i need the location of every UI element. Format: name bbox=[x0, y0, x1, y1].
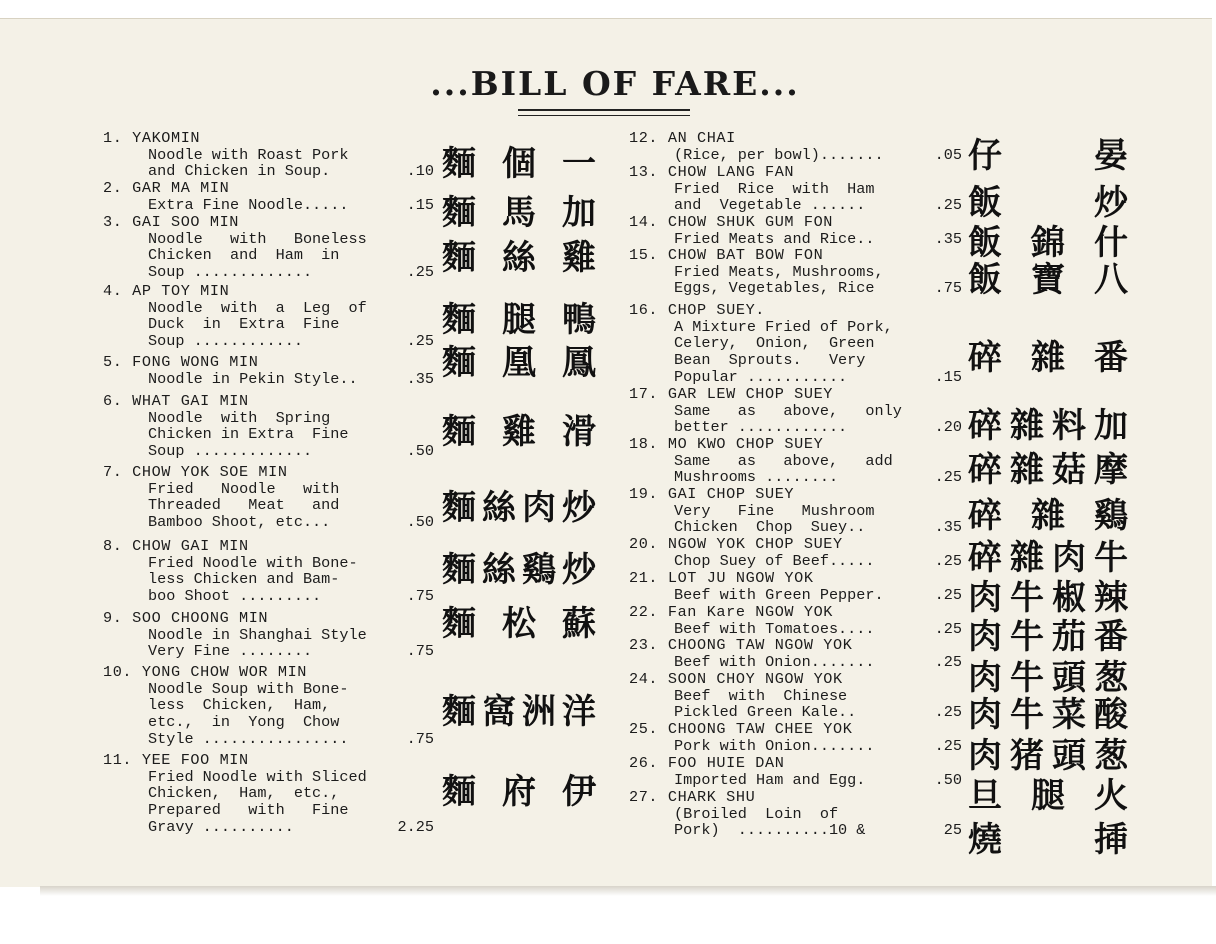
menu-item-price: .50 bbox=[406, 513, 434, 532]
menu-item-name: 25. CHOONG TAW CHEE YOK bbox=[629, 720, 853, 738]
menu-item-description: Chop Suey of Beef..... bbox=[674, 551, 875, 570]
menu-item-description: Chicken, Ham, etc., bbox=[148, 784, 340, 803]
menu-item-description: and Vegetable ...... bbox=[674, 196, 866, 215]
menu-item-price: .25 bbox=[934, 468, 962, 487]
menu-item-description: Gravy .......... bbox=[148, 817, 294, 836]
menu-item-description: Fried Noodle with Bone- bbox=[148, 553, 358, 572]
title-rule bbox=[518, 109, 690, 111]
menu-item-description: Imported Ham and Egg. bbox=[674, 770, 866, 789]
menu-item-chinese-name: 碎 雜 鷄 bbox=[968, 496, 1128, 536]
menu-item-price: .25 bbox=[934, 196, 962, 215]
menu-item-description: Noodle with Boneless bbox=[148, 229, 367, 248]
menu-item-description: etc., in Yong Chow bbox=[148, 713, 340, 732]
menu-item-name: 15. CHOW BAT BOW FON bbox=[629, 246, 824, 264]
menu-item-description: Celery, Onion, Green bbox=[674, 334, 875, 353]
menu-item-price: .05 bbox=[934, 145, 962, 164]
menu-item-description: Beef with Onion....... bbox=[674, 652, 875, 671]
menu-item-description: Beef with Chinese bbox=[674, 686, 848, 705]
menu-item-name: 20. NGOW YOK CHOP SUEY bbox=[629, 535, 843, 553]
menu-item-chinese-name: 麵 馬 加 bbox=[442, 193, 596, 233]
menu-item-price: .25 bbox=[934, 551, 962, 570]
menu-item-chinese-name: 麵 腿 鴨 bbox=[442, 300, 596, 340]
menu-item-name: 5. FONG WONG MIN bbox=[103, 353, 259, 371]
menu-item-chinese-name: 飯 炒 bbox=[968, 183, 1128, 223]
menu-item-description: Soup ............. bbox=[148, 442, 313, 461]
menu-item-chinese-name: 飯 錦 什 bbox=[968, 223, 1128, 263]
menu-item-name: 17. GAR LEW CHOP SUEY bbox=[629, 385, 833, 403]
menu-item-description: Popular ........... bbox=[674, 367, 848, 386]
menu-item-chinese-name: 肉牛椒辣 bbox=[968, 578, 1128, 618]
menu-item-name: 7. CHOW YOK SOE MIN bbox=[103, 463, 288, 481]
menu-item-description: Extra Fine Noodle..... bbox=[148, 195, 349, 214]
menu-item-chinese-name: 仔 晏 bbox=[968, 136, 1128, 176]
menu-item-name: 14. CHOW SHUK GUM FON bbox=[629, 213, 833, 231]
menu-item-chinese-name: 肉牛菜酸 bbox=[968, 695, 1128, 735]
menu-item-price: .75 bbox=[406, 729, 434, 748]
menu-item-price: .35 bbox=[934, 518, 962, 537]
menu-item-price: .15 bbox=[934, 367, 962, 386]
menu-item-price: .35 bbox=[934, 229, 962, 248]
menu-item-name: 9. SOO CHOONG MIN bbox=[103, 609, 269, 627]
menu-item-description: Bean Sprouts. Very bbox=[674, 351, 866, 370]
menu-item-description: Pickled Green Kale.. bbox=[674, 703, 857, 722]
menu-item-name: 1. YAKOMIN bbox=[103, 129, 201, 147]
menu-item-description: Style ................ bbox=[148, 729, 349, 748]
menu-item-name: 18. MO KWO CHOP SUEY bbox=[629, 435, 824, 453]
menu-item-description: Fried Noodle with bbox=[148, 479, 340, 498]
menu-item-price: 25 bbox=[943, 821, 962, 840]
menu-item-price: .75 bbox=[934, 279, 962, 298]
menu-item-name: 23. CHOONG TAW NGOW YOK bbox=[629, 636, 853, 654]
menu-item-price: .50 bbox=[934, 770, 962, 789]
menu-item-name: 10. YONG CHOW WOR MIN bbox=[103, 663, 307, 681]
menu-item-chinese-name: 麵絲鷄炒 bbox=[442, 550, 596, 590]
menu-item-chinese-name: 碎雜菇摩 bbox=[968, 450, 1128, 490]
menu-item-chinese-name: 燒 揷 bbox=[968, 820, 1128, 860]
menu-item-name: 27. CHARK SHU bbox=[629, 788, 756, 806]
menu-item-description: better ............ bbox=[674, 418, 848, 437]
menu-item-name: 4. AP TOY MIN bbox=[103, 282, 230, 300]
menu-item-price: .50 bbox=[406, 442, 434, 461]
menu-item-chinese-name: 碎 雜 番 bbox=[968, 338, 1128, 378]
menu-item-price: .75 bbox=[406, 642, 434, 661]
menu-item-chinese-name: 飯 寶 八 bbox=[968, 260, 1128, 300]
menu-item-description: less Chicken, Ham, bbox=[148, 696, 331, 715]
menu-item-name: 11. YEE FOO MIN bbox=[103, 751, 249, 769]
menu-item-description: Soup ............ bbox=[148, 332, 303, 351]
menu-item-price: .25 bbox=[934, 736, 962, 755]
menu-item-description: Same as above, add bbox=[674, 451, 893, 470]
menu-item-chinese-name: 麵 府 伊 bbox=[442, 772, 596, 812]
menu-item-chinese-name: 麵 松 蘇 bbox=[442, 604, 596, 644]
menu-item-name: 13. CHOW LANG FAN bbox=[629, 163, 795, 181]
menu-item-name: 22. Fan Kare NGOW YOK bbox=[629, 603, 833, 621]
menu-item-description: and Chicken in Soup. bbox=[148, 162, 331, 181]
menu-item-chinese-name: 麵窩洲洋 bbox=[442, 692, 596, 732]
menu-item-name: 26. FOO HUIE DAN bbox=[629, 754, 785, 772]
menu-item-chinese-name: 旦 腿 火 bbox=[968, 776, 1128, 816]
menu-item-price: .25 bbox=[934, 652, 962, 671]
menu-item-description: Chicken Chop Suey.. bbox=[674, 518, 866, 537]
menu-item-price: .25 bbox=[934, 585, 962, 604]
menu-item-price: .15 bbox=[406, 195, 434, 214]
menu-item-chinese-name: 碎雜料加 bbox=[968, 406, 1128, 446]
menu-item-chinese-name: 肉牛茄番 bbox=[968, 617, 1128, 657]
menu-item-description: Fried Noodle with Sliced bbox=[148, 767, 367, 786]
page-title: ...BILL OF FARE... bbox=[430, 64, 800, 103]
menu-item-description: Mushrooms ........ bbox=[674, 468, 839, 487]
menu-item-description: (Broiled Loin of bbox=[674, 804, 839, 823]
menu-item-price: 2.25 bbox=[397, 817, 434, 836]
menu-item-description: Noodle with a Leg of bbox=[148, 298, 367, 317]
menu-item-price: .25 bbox=[934, 703, 962, 722]
menu-item-name: 16. CHOP SUEY. bbox=[629, 301, 765, 319]
menu-item-description: Soup ............. bbox=[148, 263, 313, 282]
menu-item-description: Duck in Extra Fine bbox=[148, 315, 340, 334]
menu-item-chinese-name: 麵 凰 鳳 bbox=[442, 343, 596, 383]
menu-item-description: Noodle with Roast Pork bbox=[148, 145, 349, 164]
menu-item-chinese-name: 碎雜肉牛 bbox=[968, 538, 1128, 578]
menu-item-price: .75 bbox=[406, 587, 434, 606]
menu-item-price: .25 bbox=[406, 332, 434, 351]
menu-item-price: .20 bbox=[934, 418, 962, 437]
menu-item-description: Fried Rice with Ham bbox=[674, 179, 875, 198]
menu-item-description: Bamboo Shoot, etc... bbox=[148, 513, 331, 532]
menu-item-description: Noodle Soup with Bone- bbox=[148, 679, 349, 698]
menu-item-name: 21. LOT JU NGOW YOK bbox=[629, 569, 814, 587]
menu-item-description: Prepared with Fine bbox=[148, 801, 349, 820]
menu-item-description: Noodle in Pekin Style.. bbox=[148, 369, 358, 388]
menu-item-description: Fried Meats, Mushrooms, bbox=[674, 262, 884, 281]
menu-item-description: Eggs, Vegetables, Rice bbox=[674, 279, 875, 298]
menu-item-description: Beef with Tomatoes.... bbox=[674, 619, 875, 638]
menu-item-description: Same as above, only bbox=[674, 401, 902, 420]
menu-item-description: Pork) ..........10 & bbox=[674, 821, 866, 840]
menu-item-name: 8. CHOW GAI MIN bbox=[103, 537, 249, 555]
menu-item-description: Threaded Meat and bbox=[148, 496, 340, 515]
menu-item-description: Very Fine ........ bbox=[148, 642, 313, 661]
menu-item-name: 24. SOON CHOY NGOW YOK bbox=[629, 670, 843, 688]
menu-item-description: A Mixture Fried of Pork, bbox=[674, 317, 893, 336]
menu-item-description: Chicken in Extra Fine bbox=[148, 425, 349, 444]
menu-item-description: less Chicken and Bam- bbox=[148, 570, 340, 589]
menu-item-description: Fried Meats and Rice.. bbox=[674, 229, 875, 248]
menu-item-chinese-name: 肉猪頭葱 bbox=[968, 736, 1128, 776]
menu-item-description: Chicken and Ham in bbox=[148, 246, 340, 265]
menu-item-chinese-name: 麵 雞 滑 bbox=[442, 412, 596, 452]
page-shadow bbox=[40, 886, 1216, 896]
menu-item-name: 12. AN CHAI bbox=[629, 129, 736, 147]
menu-item-description: Noodle with Spring bbox=[148, 408, 331, 427]
menu-item-price: .10 bbox=[406, 162, 434, 181]
menu-item-description: (Rice, per bowl)....... bbox=[674, 145, 884, 164]
menu-item-chinese-name: 麵 個 一 bbox=[442, 144, 596, 184]
menu-item-name: 19. GAI CHOP SUEY bbox=[629, 485, 795, 503]
menu-item-name: 2. GAR MA MIN bbox=[103, 179, 230, 197]
menu-item-chinese-name: 麵絲肉炒 bbox=[442, 488, 596, 528]
menu-item-name: 3. GAI SOO MIN bbox=[103, 213, 239, 231]
menu-item-description: Pork with Onion....... bbox=[674, 736, 875, 755]
menu-item-description: boo Shoot ......... bbox=[148, 587, 322, 606]
menu-item-description: Very Fine Mushroom bbox=[674, 501, 875, 520]
menu-item-description: Beef with Green Pepper. bbox=[674, 585, 884, 604]
menu-item-chinese-name: 肉牛頭葱 bbox=[968, 658, 1128, 698]
menu-item-price: .25 bbox=[406, 263, 434, 282]
title-rule-thin bbox=[518, 115, 690, 116]
menu-item-chinese-name: 麵 絲 雞 bbox=[442, 238, 596, 278]
menu-item-price: .25 bbox=[934, 619, 962, 638]
menu-item-price: .35 bbox=[406, 369, 434, 388]
menu-item-name: 6. WHAT GAI MIN bbox=[103, 392, 249, 410]
menu-item-description: Noodle in Shanghai Style bbox=[148, 625, 367, 644]
